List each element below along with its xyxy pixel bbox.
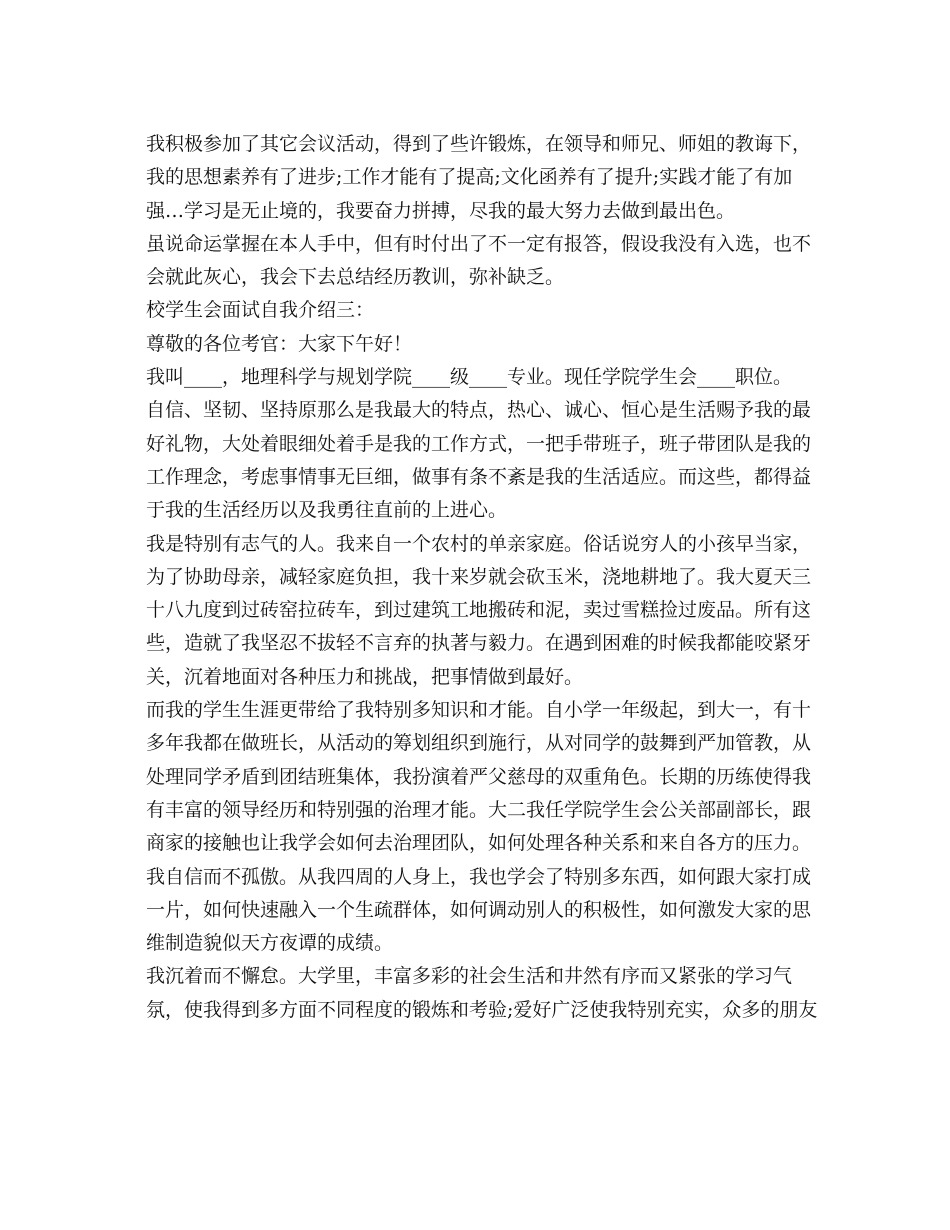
text-line: 我自信而不孤傲。从我四周的人身上，我也学会了特别多东西，如何跟大家打成 <box>146 865 812 888</box>
greeting-line: 尊敬的各位考官：大家下午好！ <box>146 332 413 355</box>
text-line: 多年我都在做班长，从活动的筹划组织到施行，从对同学的鼓舞到严加管教，从 <box>146 732 812 755</box>
text-line: 处理同学矛盾到团结班集体，我扮演着严父慈母的双重角色。长期的历练使得我 <box>146 765 812 788</box>
text-line: 商家的接触也让我学会如何去治理团队，如何处理各种关系和来自各方的压力。 <box>146 832 812 855</box>
section-heading: 校学生会面试自我介绍三： <box>146 299 375 322</box>
text-line: 些，造就了我坚忍不拔轻不言弃的执著与毅力。在遇到困难的时候我都能咬紧牙 <box>146 632 812 655</box>
document-body <box>146 128 818 1027</box>
text-line: 于我的生活经历以及我勇往直前的上进心。 <box>146 499 508 522</box>
text-line: 十八九度到过砖窑拉砖车，到过建筑工地搬砖和泥，卖过雪糕捡过废品。所有这 <box>146 599 812 622</box>
text-line: 自信、坚韧、坚持原那么是我最大的特点，热心、诚心、恒心是生活赐予我的最 <box>146 399 812 422</box>
text-line: 氛，使我得到多方面不同程度的锻炼和考验;爱好广泛使我特别充实，众多的朋友 <box>146 998 818 1021</box>
text-line: 会就此灰心，我会下去总结经历教训，弥补缺乏。 <box>146 266 565 289</box>
text-line: 我是特别有志气的人。我来自一个农村的单亲家庭。俗话说穷人的小孩早当家， <box>146 532 812 555</box>
text-line: 好礼物，大处着眼细处着手是我的工作方式，一把手带班子，班子带团队是我的 <box>146 432 812 455</box>
text-line: 工作理念，考虑事情事无巨细，做事有条不紊是我的生活适应。而这些，都得益 <box>146 465 812 488</box>
text-line: 我叫____，地理科学与规划学院____级____专业。现任学院学生会____职位。 <box>146 366 793 389</box>
text-line: 强…学习是无止境的，我要奋力拼搏，尽我的最大努力去做到最出色。 <box>146 199 736 222</box>
text-line: 虽说命运掌握在本人手中，但有时付出了不一定有报答，假设我没有入选，也不 <box>146 232 812 255</box>
text-line: 我积极参加了其它会议活动，得到了些许锻炼，在领导和师兄、师姐的教诲下， <box>146 133 812 155</box>
text-line: 为了协助母亲，减轻家庭负担，我十来岁就会砍玉米，浇地耕地了。我大夏天三 <box>146 565 812 588</box>
text-line: 而我的学生生涯更带给了我特别多知识和才能。自小学一年级起，到大一，有十 <box>146 699 812 722</box>
text-line: 一片，如何快速融入一个生疏群体，如何调动别人的积极性，如何激发大家的思 <box>146 898 812 921</box>
text-line: 我的思想素养有了进步;工作才能有了提高;文化函养有了提升;实践才能了有加 <box>146 166 793 189</box>
text-line: 维制造貌似天方夜谭的成绩。 <box>146 932 394 955</box>
text-line: 有丰富的领导经历和特别强的治理才能。大二我任学院学生会公关部副部长，跟 <box>146 798 812 821</box>
text-line: 我沉着而不懈怠。大学里，丰富多彩的社会生活和井然有序而又紧张的学习气 <box>146 965 793 988</box>
text-line: 关，沉着地面对各种压力和挑战，把事情做到最好。 <box>146 665 584 688</box>
